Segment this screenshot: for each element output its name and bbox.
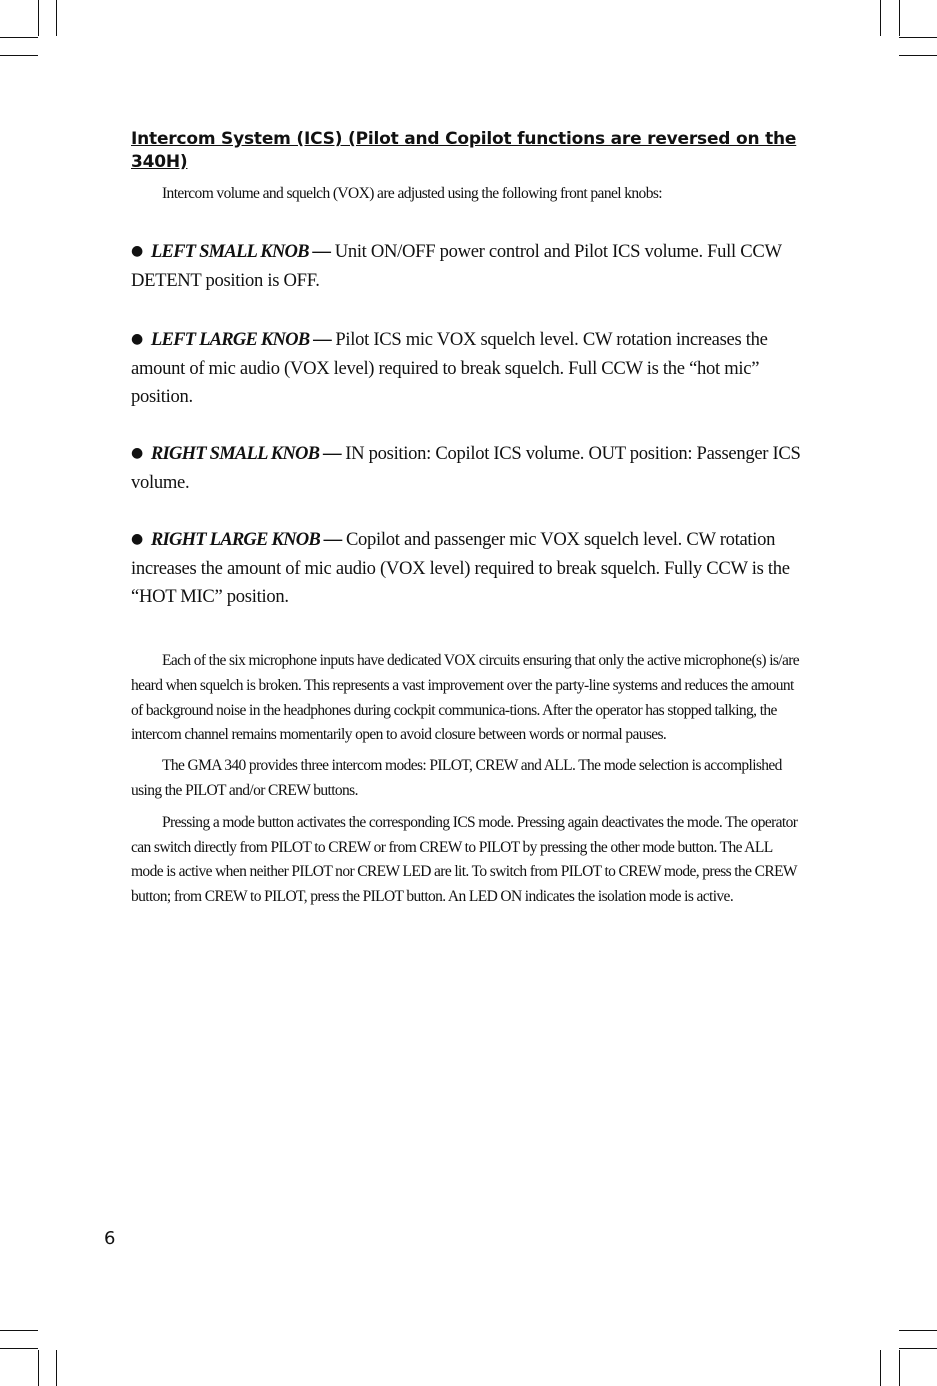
bullet-icon: ● bbox=[131, 331, 143, 347]
knob-term: RIGHT SMALL KNOB — bbox=[150, 443, 341, 464]
crop-mark bbox=[56, 1350, 57, 1386]
knob-term: LEFT LARGE KNOB — bbox=[150, 329, 332, 350]
knob-term: RIGHT LARGE KNOB — bbox=[150, 529, 342, 550]
body-paragraph: Each of the six microphone inputs have dedicated VOX circuits ensuring that only the active microphone(s) is/are heard when squelch is broken. This represents a vast improvement over the party-line systems and reduces the amount of background noise in the headphones during cockpit communica-tions. After the operator has stopped talking, the intercom channel remains momentarily open to avoid closure between words or normal pauses. bbox=[131, 652, 800, 744]
page-number: 6 bbox=[104, 1228, 116, 1249]
knob-description: IN position: Copilot ICS volume. OUT position: Passenger ICS volume. bbox=[131, 443, 801, 493]
crop-mark bbox=[0, 37, 38, 38]
crop-mark bbox=[0, 1348, 38, 1349]
bullet-icon: ● bbox=[131, 445, 143, 461]
crop-mark bbox=[56, 0, 57, 36]
crop-mark bbox=[880, 0, 881, 36]
page-content bbox=[131, 128, 807, 910]
crop-mark bbox=[38, 0, 39, 36]
knob-description: Pilot ICS mic VOX squelch level. CW rotation increases the amount of mic audio (VOX level) required to break squelch. Full CCW is the “hot mic” position. bbox=[131, 329, 768, 407]
knob-term: LEFT SMALL KNOB — bbox=[150, 241, 331, 262]
knob-item bbox=[131, 526, 807, 611]
knob-item bbox=[131, 326, 807, 411]
knob-description: Copilot and passenger mic VOX squelch level. CW rotation increases the amount of mic audio (VOX level) required to break squelch. Fully CCW is the “HOT MIC” position. bbox=[131, 529, 790, 607]
knob-item bbox=[131, 238, 807, 295]
knob-description: Unit ON/OFF power control and Pilot ICS volume. Full CCW DETENT position is OFF. bbox=[131, 241, 782, 291]
intro-text: Intercom volume and squelch (VOX) are adjusted using the following front panel knobs: bbox=[162, 185, 662, 202]
crop-mark bbox=[38, 1350, 39, 1386]
crop-mark bbox=[899, 1330, 937, 1331]
knob-item bbox=[131, 440, 807, 497]
crop-mark bbox=[0, 55, 38, 56]
bullet-icon: ● bbox=[131, 243, 143, 259]
body-paragraph: The GMA 340 provides three intercom modes: PILOT, CREW and ALL. The mode selection is accomplished using the PILOT and/or CREW buttons. bbox=[131, 757, 782, 799]
crop-mark bbox=[899, 1348, 937, 1349]
crop-mark bbox=[899, 55, 937, 56]
crop-mark bbox=[0, 1330, 38, 1331]
crop-mark bbox=[899, 1350, 900, 1386]
crop-mark bbox=[880, 1350, 881, 1386]
crop-mark bbox=[899, 0, 900, 36]
crop-mark bbox=[899, 37, 937, 38]
bullet-icon: ● bbox=[131, 531, 143, 547]
body-paragraph: Pressing a mode button activates the corresponding ICS mode. Pressing again deactivates the mode. The operator can switch directly from PILOT to CREW or from CREW to PILOT by pressing the other mode button. The ALL mode is active when neither PILOT nor CREW LED are lit. To switch from PILOT to CREW mode, press the CREW button; from CREW to PILOT, press the PILOT button. An LED ON indicates the isolation mode is active. bbox=[131, 813, 798, 906]
section-title: Intercom System (ICS) (Pilot and Copilot functions are reversed on the 340H) bbox=[131, 129, 797, 172]
